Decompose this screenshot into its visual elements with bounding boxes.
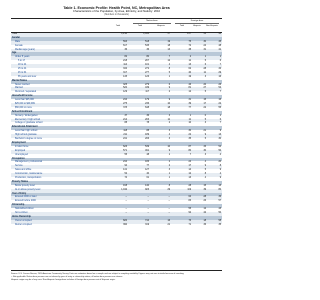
row-label: Citizenship	[12, 204, 25, 207]
table-cell: 1	[168, 75, 170, 78]
table-cell: 275	[123, 103, 127, 106]
table-cell: 214	[123, 118, 127, 121]
table-cell: 43	[218, 208, 221, 211]
row-label: Never married	[15, 83, 30, 86]
table-cell: 77	[188, 106, 191, 109]
table-cell: 4	[219, 153, 221, 156]
table-cell: 1	[189, 114, 191, 117]
table-cell: --	[168, 208, 170, 211]
table-cell: 6	[219, 60, 221, 63]
row-label: Employed	[15, 149, 26, 152]
table-cell: 210	[123, 161, 127, 164]
table-cell: 38	[188, 48, 191, 51]
table-cell: --	[125, 200, 127, 203]
table-cell: 491	[145, 149, 149, 152]
table-cell: 36	[124, 48, 127, 51]
table-cell: 36	[146, 114, 149, 117]
table-cell: 71	[188, 223, 191, 226]
document-page	[11, 6, 222, 294]
table-body	[11, 33, 222, 228]
table-cell: 11	[167, 118, 170, 121]
table-cell: 236	[145, 103, 149, 106]
table-cell: 518	[145, 40, 149, 43]
table-cell: 12	[167, 60, 170, 63]
row-label: Employment	[12, 141, 26, 144]
table-cell: 9	[219, 176, 221, 179]
table-cell: 114	[123, 64, 127, 67]
table-cell: 24	[203, 44, 206, 47]
table-cell: 15	[203, 184, 206, 187]
row-label: Divorced / separated	[15, 91, 37, 94]
table-cell: 35	[188, 138, 191, 141]
table-cell: 40	[188, 71, 191, 74]
table-cell: 45	[218, 40, 221, 43]
table-cell: 11	[203, 71, 206, 74]
table-cell: 119	[187, 188, 191, 191]
table-cell: 617	[123, 44, 127, 47]
table-cell: 30	[218, 138, 221, 141]
table-cell: 0	[204, 114, 206, 117]
table-cell: 13	[218, 184, 221, 187]
table-cell: 9	[168, 99, 170, 102]
table-cell: 50	[218, 149, 221, 152]
row-label: Marital Status	[12, 79, 28, 82]
table-cell: 29	[167, 188, 170, 191]
footnotes	[11, 270, 222, 282]
table-cell: 54	[218, 87, 221, 90]
table-cell: 2	[189, 56, 191, 59]
table-cell: 36	[203, 223, 206, 226]
table-cell: 3	[204, 75, 206, 78]
table-cell: 75	[188, 40, 191, 43]
table-cell: 5	[204, 60, 206, 63]
table-cell: 2	[168, 122, 170, 125]
table-cell: 9	[204, 134, 206, 137]
table-cell: 55	[218, 106, 221, 109]
table-cell: 74	[124, 176, 127, 179]
row-label: Sales and office	[15, 169, 32, 172]
table-cell: 19	[167, 40, 170, 43]
table-cell: 22	[188, 134, 191, 137]
table-cell: 4	[168, 134, 170, 137]
table-cell: 101	[145, 64, 149, 67]
table-cell: 10	[167, 103, 170, 106]
table-cell: 31	[188, 99, 191, 102]
table-cell: 9	[168, 87, 170, 90]
table-cell: 3	[168, 138, 170, 141]
row-label: Nursery / kindergarten	[15, 114, 38, 117]
table-cell: 64	[188, 196, 191, 199]
table-cell: 1	[168, 173, 170, 176]
table-cell: 5	[204, 138, 206, 141]
table-cell: 210	[123, 99, 127, 102]
table-cell: 81	[188, 87, 191, 90]
table-cell: 571	[123, 149, 127, 152]
table-cell: 37	[167, 33, 170, 35]
row-label: Bachelor's degree or more	[15, 138, 42, 141]
table-cell: 28	[203, 68, 206, 71]
row-label: Service	[15, 165, 23, 168]
table-cell: 3	[168, 114, 170, 117]
table-cell: 20	[218, 161, 221, 164]
table-cell: 9	[219, 130, 221, 133]
table-cell: 34	[218, 68, 221, 71]
table-cell: 39	[188, 103, 191, 106]
column-header: Total	[115, 25, 121, 27]
table-cell: 55	[188, 208, 191, 211]
row-label: Owner occupied	[15, 219, 32, 222]
footnote: Source: U.S. Census Bureau, 2010 American Community Survey. Data are estimates based on a sample and are subject to sampling variability. Figures may not sum to totals because of rounding.	[11, 272, 185, 275]
table-cell: 3	[204, 122, 206, 125]
row-label: Not a citizen	[15, 211, 28, 214]
table-cell: 7	[219, 122, 221, 125]
table-cell: 11	[188, 118, 191, 121]
table-cell: 20	[203, 83, 206, 86]
table-cell: 21	[167, 223, 170, 226]
row-label: Female	[15, 44, 23, 47]
table-cell: 28	[188, 184, 191, 187]
table-cell: 319	[145, 223, 149, 226]
table-cell: 2	[168, 161, 170, 164]
row-label: Below poverty level	[15, 184, 35, 187]
table-cell: 78	[146, 122, 149, 125]
table-cell: 241	[123, 138, 127, 141]
table-subtitle: Characteristics of the Population, by Area, Ethnicity, and Nativity: 2010	[72, 9, 161, 14]
table-cell: 207	[145, 60, 149, 63]
table-cell: 593	[123, 40, 127, 43]
row-label: 5 to 17	[18, 60, 26, 63]
table-cell: 923	[145, 188, 149, 191]
table-cell: 129	[123, 91, 127, 94]
table-cell: --	[125, 196, 127, 199]
row-label: Gender	[12, 36, 21, 39]
table-cell: 14	[188, 169, 191, 172]
table-cell: 61	[146, 176, 149, 179]
table-cell: 4	[204, 176, 206, 179]
table-cell: 88	[146, 130, 149, 133]
row-label: Less than $25,000	[15, 99, 34, 102]
table-cell: 22	[218, 103, 221, 106]
table-cell: 168	[123, 184, 127, 187]
table-cell: 82	[124, 56, 127, 59]
table-cell: 117	[145, 91, 149, 94]
table-cell: 118	[123, 130, 127, 133]
table-cell: 30	[203, 149, 206, 152]
table-cell: 11	[188, 60, 191, 63]
table-cell: 1	[204, 56, 206, 59]
table-cell: 87	[188, 145, 191, 148]
table-cell: 88	[124, 122, 127, 125]
table-header	[11, 18, 222, 33]
table-cell: 277	[145, 71, 149, 74]
table-cell: 140	[145, 184, 149, 187]
row-label: $25,000 to $49,999	[15, 103, 35, 106]
table-cell: 35	[218, 223, 221, 226]
table-cell: 17	[188, 165, 191, 168]
table-cell: 545	[145, 44, 149, 47]
row-label: Total	[12, 33, 17, 35]
table-cell: 18	[167, 106, 170, 109]
table-cell: 72	[188, 44, 191, 47]
table-cell: 15	[203, 99, 206, 102]
table-cell: 62	[188, 68, 191, 71]
table-cell: 147	[187, 33, 191, 35]
column-header: Total	[137, 25, 143, 27]
row-label: Less than high school	[15, 130, 38, 133]
table-cell: --	[147, 211, 149, 214]
table-cell: 279	[145, 83, 149, 86]
table-cell: 6	[219, 118, 221, 121]
row-label: 45 to 64	[18, 71, 27, 74]
table-cell: 77	[146, 165, 149, 168]
table-cell: 21	[203, 130, 206, 133]
row-label: Under 5 years	[15, 56, 30, 59]
table-cell: 52	[124, 173, 127, 176]
table-cell: 1	[219, 114, 221, 117]
table-cell: --	[147, 196, 149, 199]
table-cell: 539	[145, 145, 149, 148]
table-cell: 325	[123, 83, 127, 86]
table-cell: 439	[145, 87, 149, 90]
table-cell: 7	[168, 56, 170, 59]
table-cell: --	[147, 200, 149, 203]
table-cell: 127	[145, 169, 149, 172]
table-cell: 58	[218, 219, 221, 222]
row-label: Year of Entry	[12, 192, 27, 195]
table-cell: 16	[218, 75, 221, 78]
table-cell: 390	[123, 223, 127, 226]
data-table	[11, 18, 222, 228]
table-cell: 820	[123, 219, 127, 222]
table-cell: 8	[168, 184, 170, 187]
row-label: Management, professional	[15, 161, 43, 164]
table-cell: 725	[123, 106, 127, 109]
table-cell: 4	[219, 173, 221, 176]
table-cell: 8	[204, 173, 206, 176]
table-cell: 3	[168, 130, 170, 133]
table-cell: 9	[219, 169, 221, 172]
table-cell: 1	[219, 56, 221, 59]
table-cell: 13	[218, 134, 221, 137]
table-cell: 26	[203, 200, 206, 203]
table-cell: 94	[124, 165, 127, 168]
table-cell: 18	[203, 219, 206, 222]
table-cell: 9	[204, 165, 206, 168]
table-cell: 2	[168, 91, 170, 94]
table-cell: 6	[204, 64, 206, 67]
table-cell: 76	[188, 219, 191, 222]
table-cell: 50	[218, 211, 221, 214]
column-header: Non-Hispanic	[205, 25, 218, 27]
table-cell: 3	[168, 169, 170, 172]
table-cell: 7	[219, 91, 221, 94]
table-cell: 33	[203, 145, 206, 148]
table-cell: 28	[203, 196, 206, 199]
table-cell: 1	[168, 176, 170, 179]
table-cell: --	[125, 211, 127, 214]
row-label: Male	[15, 40, 20, 43]
row-label: 25 to 44	[18, 68, 27, 71]
row-label: Age	[12, 52, 17, 55]
table-cell: 39	[203, 188, 206, 191]
table-cell: 1,063	[143, 33, 149, 35]
table-cell: 54	[203, 33, 206, 35]
row-label: Renter occupied	[15, 223, 32, 226]
table-cell: 42	[203, 211, 206, 214]
table-cell: 80	[146, 56, 149, 59]
row-label: Married	[15, 87, 23, 90]
row-label: Entered before 2000	[15, 200, 36, 203]
table-cell: 317	[123, 71, 127, 74]
table-cell: 93	[218, 33, 221, 35]
table-cell: 19	[188, 75, 191, 78]
table-cell: 16	[218, 99, 221, 102]
table-unit-note: (Numbers in thousands)	[104, 14, 129, 16]
row-label: Poverty Status	[12, 180, 29, 183]
row-label: Occupation	[12, 157, 25, 160]
table-cell: 186	[145, 161, 149, 164]
table-cell: 30	[188, 130, 191, 133]
table-cell: 13	[188, 64, 191, 67]
table-cell: 8	[168, 68, 170, 71]
table-cell: 1,210	[121, 33, 127, 35]
table-cell: 30	[203, 40, 206, 43]
table-cell: 4	[204, 161, 206, 164]
table-cell: 29	[218, 71, 221, 74]
table-cell: 520	[123, 87, 127, 90]
table-cell: 18	[167, 44, 170, 47]
row-label: College or graduate school	[15, 122, 43, 125]
table-cell: --	[168, 200, 170, 203]
table-cell: 626	[123, 145, 127, 148]
row-label: In labor force	[15, 145, 29, 148]
table-cell: 92	[188, 211, 191, 214]
column-header: Hispanic	[157, 25, 165, 27]
table-cell: 54	[218, 145, 221, 148]
table-cell: 24	[188, 161, 191, 164]
table-cell: 744	[145, 219, 149, 222]
row-label: Entered 2000 or later	[15, 196, 37, 199]
table-cell: 648	[145, 106, 149, 109]
row-label: Production, transportation	[15, 176, 42, 179]
row-label: High school graduate	[15, 134, 37, 137]
column-header: Total	[179, 25, 185, 27]
row-label: Median age (years)	[15, 48, 35, 51]
table-row	[11, 224, 222, 228]
table-cell: 7	[189, 153, 191, 156]
table-cell: 3	[204, 153, 206, 156]
table-cell: 5	[168, 71, 170, 74]
table-cell: 13	[167, 48, 170, 51]
table-cell: 272	[145, 68, 149, 71]
table-cell: 1,042	[121, 188, 127, 191]
row-label: At or above poverty level	[15, 188, 41, 191]
table-cell: 1	[168, 153, 170, 156]
table-cell: 10	[167, 145, 170, 148]
table-cell: 80	[218, 188, 221, 191]
table-cell: 206	[145, 138, 149, 141]
table-cell: --	[168, 196, 170, 199]
row-label: Educational Attainment	[12, 126, 38, 129]
table-cell: 5	[204, 169, 206, 172]
row-label: School Enrollment	[12, 110, 33, 113]
table-cell: 9	[168, 149, 170, 152]
table-cell: 48	[146, 153, 149, 156]
table-cell: 126	[145, 75, 149, 78]
table-cell: --	[168, 211, 170, 214]
footnote: Hispanic origin may be of any race. Non-Hispanic foreign-born includes all foreign-born persons not of Hispanic origin.	[11, 279, 116, 282]
table-cell: 36	[146, 48, 149, 51]
table-cell: 203	[145, 118, 149, 121]
row-label: Elementary / high school	[15, 118, 41, 121]
table-cell: 4	[168, 64, 170, 67]
table-cell: 8	[219, 165, 221, 168]
table-cell: 5	[204, 118, 206, 121]
table-cell: 41	[218, 48, 221, 51]
row-label: $50,000 or more	[15, 106, 32, 109]
table-cell: 26	[218, 83, 221, 86]
table-cell: 37	[124, 114, 127, 117]
table-cell: 12	[188, 91, 191, 94]
table-cell: 17	[203, 103, 206, 106]
row-label: Naturalized citizen	[15, 208, 34, 211]
table-cell: 145	[123, 75, 127, 78]
table-cell: 179	[145, 99, 149, 102]
table-cell: 189	[145, 134, 149, 137]
table-cell: 141	[123, 169, 127, 172]
table-cell: 218	[123, 60, 127, 63]
table-title: Table 1. Economic Profile: Health Point, NC, Metropolitan Area	[63, 6, 170, 10]
table-cell: 36	[218, 196, 221, 199]
table-cell: 334	[123, 68, 127, 71]
table-cell: 16	[167, 219, 170, 222]
table-cell: 48	[218, 44, 221, 47]
table-cell: 55	[124, 153, 127, 156]
table-cell: 5	[204, 91, 206, 94]
table-cell: --	[125, 208, 127, 211]
column-header: Hispanic	[193, 25, 201, 27]
table-cell: 6	[168, 83, 170, 86]
footnote: -- Not applicable. Native-born persons are not shown by year of entry or citizenship status; all native-born persons are citizens.	[11, 275, 123, 278]
table-cell: 57	[218, 200, 221, 203]
table-cell: 22	[203, 106, 206, 109]
title-block	[11, 6, 222, 18]
row-label: Home Ownership	[12, 215, 31, 218]
table-cell: 12	[188, 173, 191, 176]
table-cell: 27	[203, 87, 206, 90]
row-label: 65 years and over	[18, 75, 37, 78]
table-cell: 10	[188, 122, 191, 125]
table-cell: 40	[146, 173, 149, 176]
table-cell: 83	[188, 200, 191, 203]
group-header-foreign: Foreign-born	[175, 20, 219, 24]
table-cell: 2	[168, 165, 170, 168]
group-header-native: Native-born	[133, 20, 171, 24]
table-cell: 13	[188, 176, 191, 179]
row-label: Construction, maintenance	[15, 173, 43, 176]
table-cell: 31	[203, 48, 206, 51]
table-cell: 7	[219, 64, 221, 67]
table-cell: 12	[203, 208, 206, 211]
table-cell: 211	[123, 134, 127, 137]
row-label: Unemployed	[15, 153, 28, 156]
row-label: Household Income	[12, 95, 33, 98]
table-cell: 46	[188, 83, 191, 86]
table-cell: --	[147, 208, 149, 211]
row-label: 18 to 24	[18, 64, 27, 67]
table-cell: 80	[188, 149, 191, 152]
